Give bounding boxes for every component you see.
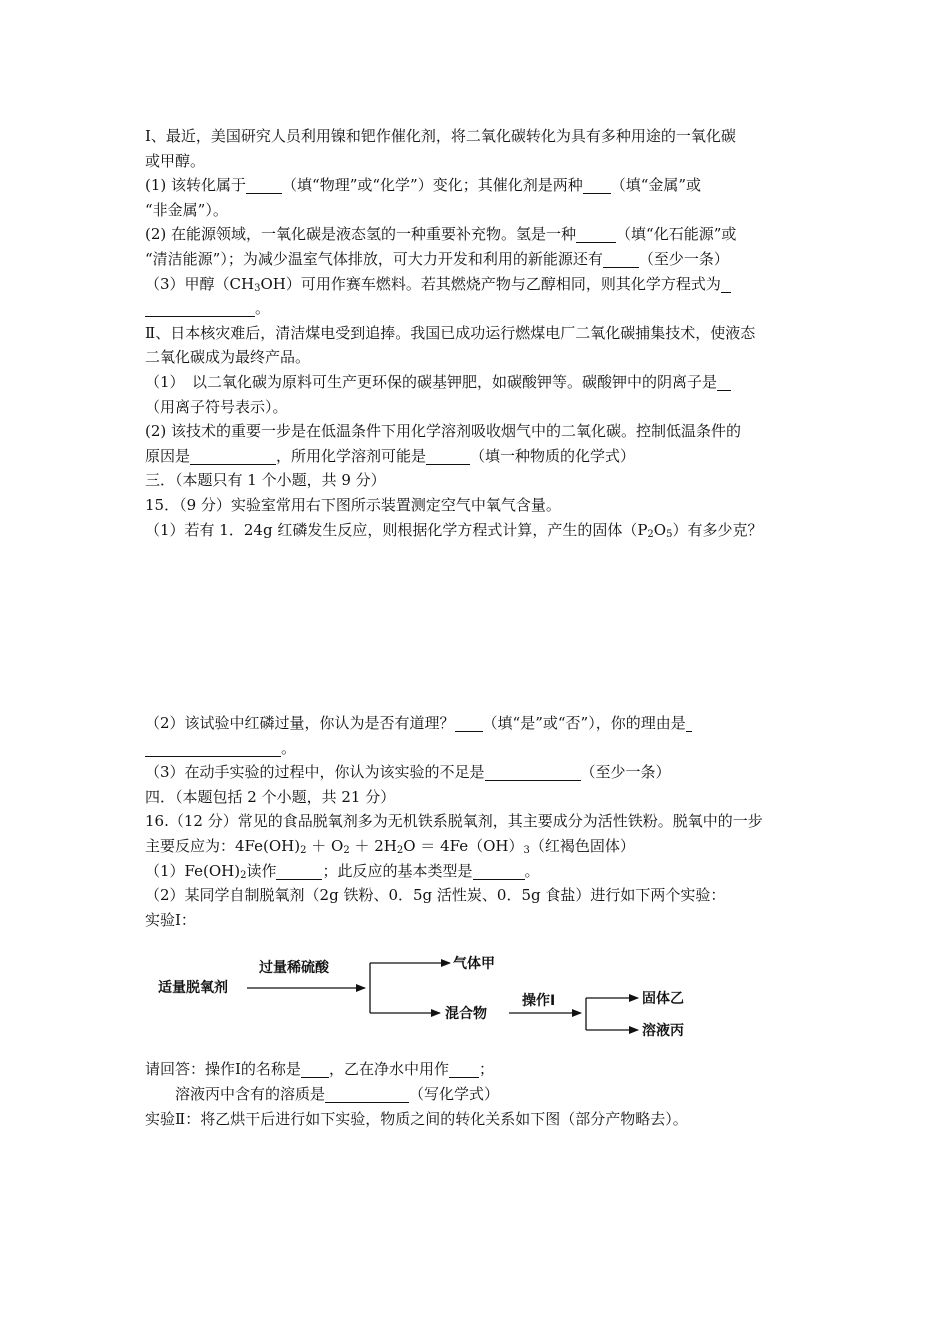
question-15-1: （1）若有 1．24g 红磷发生反应，则根据化学方程式计算，产生的固体$(P_2O_5)$有多少克？ <box>145 520 763 540</box>
part1-question-2: (2) 在能源领域，一氧化碳是液态氢的一种重要补充物。氢是一种 （填“化石能源”或 <box>145 225 737 244</box>
node-mixture: 混合物 <box>445 1006 487 1023</box>
answer-blank[interactable] <box>576 226 616 243</box>
part1-intro-line2: 或甲醇。 <box>145 151 206 170</box>
answer-blank[interactable] <box>426 448 470 465</box>
node-solid: 固体乙 <box>642 991 684 1008</box>
part1-question-1: (1) 该转化属于 （填“物理”或“化学”）变化；其催化剂是两种 （填“金属”或 <box>145 176 702 195</box>
answer-blank[interactable] <box>190 448 276 465</box>
answer-blank[interactable] <box>145 300 255 317</box>
part1-intro-line1: Ⅰ、最近，美国研究人员利用镍和钯作催化剂，将二氧化碳转化为具有多种用途的一氧化碳 <box>145 127 736 145</box>
part1-question-3: （3）甲醇$(CH_3OH)$可用作赛车燃料。若其燃烧产物与乙醇相同，则其化学方程式为 <box>145 272 809 297</box>
question-16-2: （2）某同学自制脱氧剂（2g 铁粉、0．5g 活性炭、0．5g 食盐）进行如下两个实验： <box>145 886 726 905</box>
question-15-3: （3）在动手实验的过程中，你认为该实验的不足是 （至少一条） <box>145 763 671 782</box>
label-dilute-sulfuric-acid: 过量稀硫酸 <box>259 960 329 977</box>
section-4-heading: 四．（本题包括 2 个小题，共 21 分） <box>145 787 396 806</box>
answer-blank[interactable] <box>455 715 483 732</box>
answer-blank[interactable] <box>721 276 731 293</box>
part1-question-3-cont: 。 <box>145 296 809 321</box>
question-16: 16.（12 分）常见的食品脱氧剂多为无机铁系脱氧剂，其主要成分为活性铁粉。脱氧中的一步 <box>145 812 763 831</box>
part1-question-2-cont: “清洁能源”）；为减少温室气体排放，可大力开发和利用的新能源还有 （至少一条） <box>145 249 729 268</box>
answer-blank[interactable] <box>449 1061 479 1078</box>
answer-line: 请回答：操作Ⅰ的名称是 ，乙在净水中用作 ； <box>145 1060 494 1079</box>
part2-question-2: (2) 该技术的重要一步是在低温条件下用化学溶剂吸收烟气中的二氧化碳。控制低温条件的 <box>145 422 742 441</box>
answer-blank[interactable] <box>686 715 692 732</box>
node-deoxidizer: 适量脱氧剂 <box>158 980 228 997</box>
answer-blank[interactable] <box>717 374 731 391</box>
question-15-2: （2）该试验中红磷过量，你认为是否有道理？ （填“是”或“否”），你的理由是 <box>145 711 809 736</box>
question-15: 15．（9 分）实验室常用右下图所示装置测定空气中氧气含量。 <box>145 495 561 514</box>
answer-blank[interactable] <box>246 177 282 194</box>
exam-page <box>145 124 809 1131</box>
part2-intro-line1: Ⅱ、日本核灾难后，清洁煤电受到追捧。我国已成功运行燃煤电厂二氧化碳捕集技术，使液态 <box>145 323 756 342</box>
part2-question-1: （1） 以二氧化碳为原料可生产更环保的碳基钾肥，如碳酸钾等。碳酸钾中的阴离子是 <box>145 370 809 395</box>
answer-blank[interactable] <box>145 740 281 757</box>
label-operation: 操作Ⅰ <box>522 993 556 1010</box>
experiment-2-line: 实验Ⅱ：将乙烘干后进行如下实验，物质之间的转化关系如下图（部分产物略去）。 <box>145 1109 688 1128</box>
answer-blank[interactable] <box>276 863 322 880</box>
answer-blank[interactable] <box>325 1086 409 1103</box>
answer-blank[interactable] <box>603 251 639 268</box>
part2-question-2-cont: 原因是 ，所用化学溶剂可能是 （填一种物质的化学式） <box>145 446 636 465</box>
section-3-heading: 三．（本题只有 1 个小题，共 9 分） <box>145 471 386 490</box>
node-gas: 气体甲 <box>453 956 495 973</box>
experiment-1-flow-diagram <box>145 938 809 1051</box>
part2-intro-line2: 二氧化碳成为最终产品。 <box>145 348 311 367</box>
answer-space[interactable] <box>145 542 809 711</box>
answer-blank[interactable] <box>485 764 581 781</box>
question-16-1: $(1)Fe(OH)_2$读作 ；此反应的基本类型是 。 <box>145 861 540 881</box>
part2-question-1-cont: （用离子符号表示）。 <box>145 397 288 416</box>
node-solution: 溶液丙 <box>642 1023 684 1040</box>
answer-blank[interactable] <box>301 1061 329 1078</box>
solute-line: 溶液丙中含有的溶质是 （写化学式） <box>175 1085 500 1104</box>
experiment-1-label: 实验Ⅰ： <box>145 910 196 929</box>
answer-blank[interactable] <box>473 863 525 880</box>
question-15-2-cont: 。 <box>145 736 809 761</box>
question-16-equation: 主要反应为：$4Fe(OH)_2 + O_2 + 2H_2O = 4Fe(OH)_3$（红褐色固体） <box>145 837 635 857</box>
answer-blank[interactable] <box>583 177 611 194</box>
part1-question-1-cont: “非金属”）。 <box>145 200 228 219</box>
